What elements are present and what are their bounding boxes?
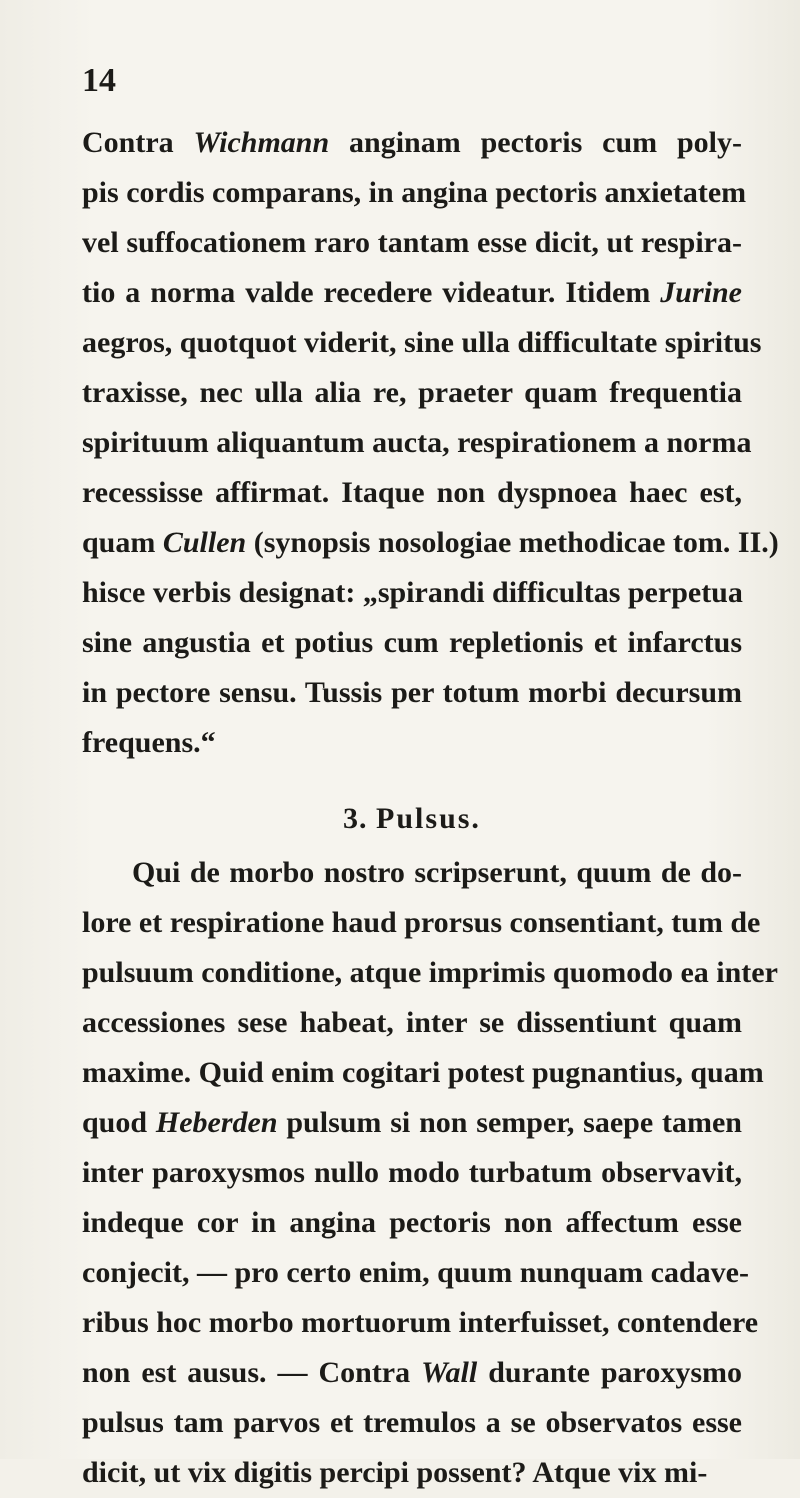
text-line: Contra Wichmann anginam pectoris cum poly- — [82, 126, 743, 159]
text-line: pulsuum conditione, atque imprimis quomodo ea inter — [82, 956, 778, 989]
paragraph-1 — [82, 118, 779, 768]
text-line: conjecit, — pro certo enim, quum nunquam cadave- — [82, 1256, 749, 1289]
text-line: hisce verbis designat: „spirandi difficultas perpetua — [82, 576, 743, 609]
text-line: Qui de morbo nostro scripserunt, quum de do- — [132, 856, 742, 889]
text-line: maxime. Quid enim cogitari potest pugnantius, quam — [82, 1056, 764, 1089]
text-line: dicit, ut vix digitis percipi possent? Atque vix mi- — [82, 1456, 708, 1489]
text-line: quod Heberden pulsum si non semper, saepe tamen — [82, 1106, 742, 1139]
author-name: Jurine — [660, 276, 742, 309]
text-line: frequens.“ — [82, 726, 216, 759]
author-name: Wichmann — [193, 126, 330, 159]
text-line: spirituum aliquantum aucta, respirationem a norma — [82, 426, 752, 459]
author-name: Heberden — [155, 1106, 278, 1139]
page-text — [82, 118, 779, 1498]
text-line: non est ausus. — Contra Wall durante paroxysmo — [82, 1356, 742, 1389]
text-line: ribus hoc morbo mortuorum interfuisset, contendere — [82, 1306, 759, 1339]
text-line: recessisse affirmat. Itaque non dyspnoea haec est, — [82, 476, 742, 509]
text-line: sine angustia et potius cum repletionis et infarctus — [82, 626, 742, 659]
section-title: Pulsus. — [376, 802, 481, 835]
author-name: Wall — [421, 1356, 478, 1389]
text-line: pis cordis comparans, in angina pectoris anxietatem — [82, 176, 747, 209]
section-number: 3. — [343, 802, 368, 835]
page-number: 14 — [82, 62, 116, 99]
text-line: quam Cullen (synopsis nosologiae methodicae tom. II.) — [82, 526, 779, 559]
text-line: in pectore sensu. Tussis per totum morbi decursum — [82, 676, 742, 709]
text-line: indeque cor in angina pectoris non affectum esse — [82, 1206, 742, 1239]
text-line: accessiones sese habeat, inter se dissentiunt quam — [82, 1006, 742, 1039]
text-line: tio a norma valde recedere videatur. Itidem Jurine — [82, 276, 742, 309]
text-line: aegros, quotquot viderit, sine ulla difficultate spiritus — [82, 326, 762, 359]
author-name: Cullen — [162, 526, 247, 559]
text-line: traxisse, nec ulla alia re, praeter quam frequentia — [82, 376, 742, 409]
text-line: inter paroxysmos nullo modo turbatum observavit, — [82, 1156, 742, 1189]
section-heading — [82, 794, 742, 844]
text-line: pulsus tam parvos et tremulos a se observatos esse — [82, 1406, 742, 1439]
text-line: lore et respiratione haud prorsus consentiant, tum de — [82, 906, 761, 939]
text-line: vel suffocationem raro tantam esse dicit, ut respira- — [82, 226, 742, 259]
paragraph-2 — [82, 848, 778, 1498]
